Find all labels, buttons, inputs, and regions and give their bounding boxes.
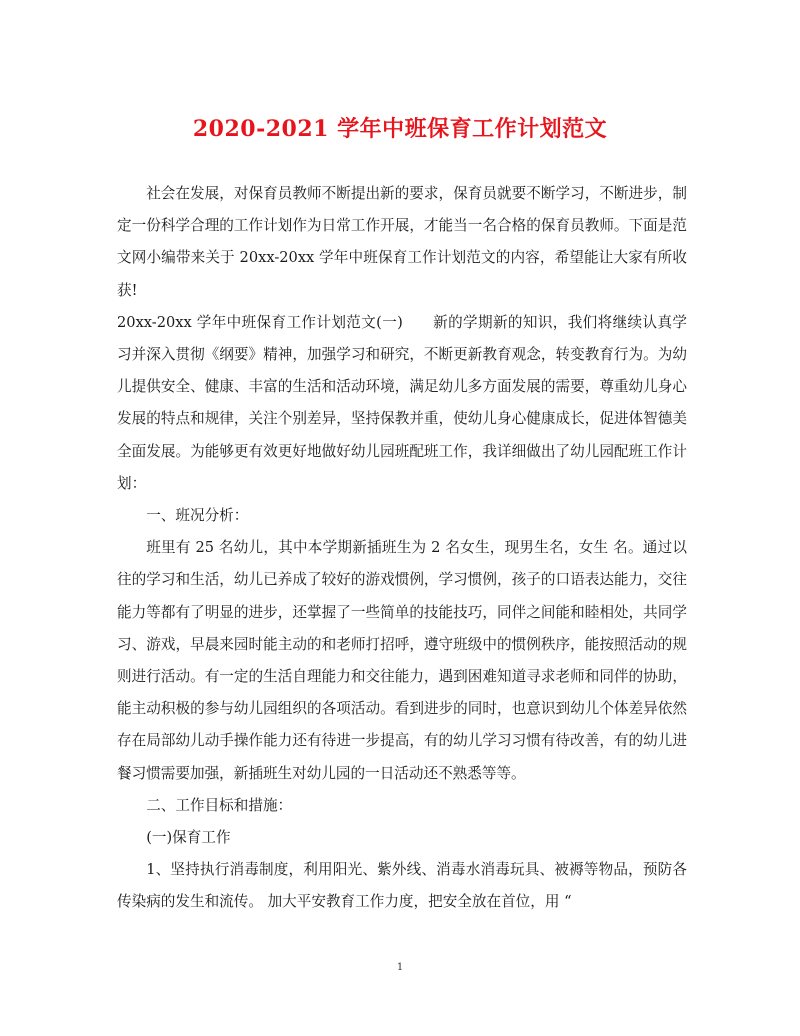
document-title: 2020-2021 学年中班保育工作计划范文 bbox=[192, 116, 608, 142]
subsection-heading-care-work: (一)保育工作 bbox=[146, 829, 231, 847]
section-heading-goals-measures: 二、工作目标和措施： bbox=[146, 796, 293, 814]
plan-one-paragraph: 20xx-20xx 学年中班保育工作计划范文(一) 新的学期新的知识，我们将继续认真学习并深入贯彻《纲要》精神，加强学习和研究，不断更新教育观念，转变教育行为。为幼儿提供安全、健康、丰富的生活和活动环境，满足幼儿多方面发展的需要，尊重幼儿身心发展的特点和规律，关注个别差异，坚持保教并重，使幼儿身心健康成长，促进体智德美全面发展。为能够更有效更好地做好幼儿园班配班工作，我详细做出了幼儿园配班工作计划： bbox=[117, 313, 687, 492]
page-number: 1 bbox=[396, 962, 404, 973]
intro-paragraph: 社会在发展，对保育员教师不断提出新的要求，保育员就要不断学习，不断进步，制定一份科学合理的工作计划作为日常工作开展，才能当一名合格的保育员教师。下面是范文网小编带来关于 20xx-20xx 学年中班保育工作计划范文的内容，希望能让大家有所收获! bbox=[117, 185, 687, 299]
care-work-item-1: 1、坚持执行消毒制度，利用阳光、紫外线、消毒水消毒玩具、被褥等物品，预防各传染病的发生和流传。 加大平安教育工作力度，把安全放在首位，用 “ bbox=[117, 861, 687, 911]
section-heading-class-analysis: 一、班况分析： bbox=[146, 507, 249, 525]
class-analysis-paragraph: 班里有 25 名幼儿，其中本学期新插班生为 2 名女生，现男生名，女生 名。通过以往的学习和生活，幼儿已养成了较好的游戏惯例，学习惯例，孩子的口语表达能力，交往能力等都有了明显的进步，还掌握了一些简单的技能技巧，同伴之间能和睦相处，共同学习、游戏，早晨来园时能主动的和老师打招呼，遵守班级中的惯例秩序，能按照活动的规则进行活动。有一定的生活自理能力和交往能力，遇到困难知道寻求老师和同伴的协助，能主动积极的参与幼儿园组织的各项活动。看到进步的同时，也意识到幼儿个体差异依然存在局部幼儿动手操作能力还有待进一步提高，有的幼儿学习习惯有待改善，有的幼儿进餐习惯需要加强，新插班生对幼儿园的一日活动还不熟悉等等。 bbox=[117, 539, 687, 782]
document-body bbox=[117, 178, 687, 919]
